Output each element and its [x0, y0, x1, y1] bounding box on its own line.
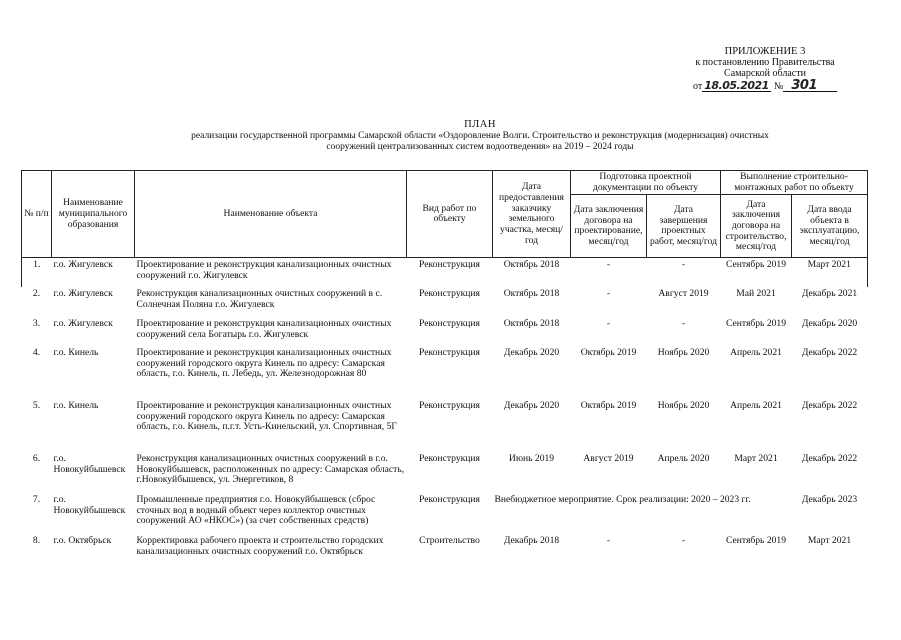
row-design-finish: Август 2019 [658, 287, 709, 299]
header-submit-date: Дата предоставления заказчику земельного участка, месяц/год [493, 171, 571, 258]
row-commission: Март 2021 [807, 534, 852, 546]
row-work-type: Реконструкция [419, 452, 480, 464]
row-design-finish: - [681, 534, 686, 546]
appendix-line-2: Самарской области [724, 68, 806, 79]
row-submit-date: Декабрь 2020 [503, 346, 560, 358]
row-work-type: Реконструкция [407, 258, 493, 287]
row-work-type: Строительство [419, 534, 480, 546]
plan-table [21, 170, 868, 575]
row-design-contract: - [606, 317, 611, 329]
row-object: Проектирование и реконструкция канализационных очистных сооружений городского округа Кинель по адресу: Самарская область, г.о. Кинель, п. Лебедь, ул. Железнодорожная 80 [136, 346, 392, 380]
document-title [100, 119, 860, 154]
row-num: 8. [32, 534, 41, 546]
row-object: Проектирование и реконструкция канализационных очистных сооружений села Богатырь г.о. Жигулевск [136, 317, 392, 340]
row-design-contract: - [606, 534, 611, 546]
table-row [22, 399, 868, 452]
row-design-finish: Ноябрь 2020 [657, 346, 710, 358]
row-design-finish: - [647, 258, 721, 287]
row-commission: Декабрь 2023 [801, 493, 858, 505]
plan-subtitle-line-2: сооружений централизованных систем водоотведения» на 2019 – 2024 годы [326, 142, 634, 152]
header-construction-contract: Дата заключения договора на строительство, месяц/год [721, 195, 792, 258]
appendix-title: ПРИЛОЖЕНИЕ 3 [724, 46, 806, 57]
number-prefix: № [773, 81, 784, 92]
row-construction-contract: Сентябрь 2019 [725, 317, 787, 329]
header-design-group: Подготовка проектной документации по объекту [571, 171, 721, 195]
header-construction-group: Выполнение строительно-монтажных работ по объекту [721, 171, 868, 195]
plan-subtitle-line-1: реализации государственной программы Самарской области «Оздоровление Волги. Строительство и реконструкция (модернизация) очистных [191, 130, 769, 141]
row-commission: Декабрь 2021 [801, 287, 858, 299]
header-object: Наименование объекта [135, 171, 407, 258]
table-row [22, 317, 868, 346]
row-submit-date: Июнь 2019 [508, 452, 555, 464]
appendix-line-1: к постановлению Правительства [695, 57, 835, 68]
row-num: 1. [22, 258, 52, 287]
header-design-finish: Дата завершения проектных работ, месяц/год [647, 195, 721, 258]
table-row [22, 534, 868, 575]
handwritten-date: 18.05.2021 [704, 79, 769, 92]
row-design-contract: Август 2019 [583, 452, 634, 464]
row-object: Корректировка рабочего проекта и строительство городских канализационных очистных сооружений г.о. Октябрьск [136, 534, 384, 557]
row-work-type: Реконструкция [419, 317, 480, 329]
from-prefix: от [692, 81, 703, 92]
row-submit-date: Октябрь 2018 [493, 258, 571, 287]
table-row [22, 493, 868, 534]
table-row [22, 346, 868, 399]
header-commission: Дата ввода объекта в эксплуатацию, месяц/год [792, 195, 868, 258]
row-submit-date: Октябрь 2018 [503, 287, 560, 299]
row-num: 7. [32, 493, 41, 505]
row-num: 2. [32, 287, 41, 299]
row-submit-date: Декабрь 2020 [503, 399, 560, 411]
header-work-type: Вид работ по объекту [407, 171, 493, 258]
row-construction-contract: Сентябрь 2019 [725, 534, 787, 546]
row-design-contract: Октябрь 2019 [580, 346, 637, 358]
row-construction-contract: Май 2021 [736, 287, 776, 299]
row-design-finish: - [681, 317, 686, 329]
header-num: № п/п [22, 171, 52, 258]
row-submit-date: Декабрь 2018 [503, 534, 560, 546]
row-municipality: г.о. Жигулевск [53, 317, 113, 329]
row-num: 6. [32, 452, 41, 464]
row-num: 3. [32, 317, 41, 329]
row-design-contract: Октябрь 2019 [580, 399, 637, 411]
row-municipality: г.о. Октябрьск [53, 534, 112, 546]
row-municipality: г.о. Новокуйбышевск [53, 452, 126, 475]
row-submit-date: Октябрь 2018 [503, 317, 560, 329]
row-design-finish: Ноябрь 2020 [657, 399, 710, 411]
table-row [22, 258, 868, 287]
row-design-contract: - [571, 258, 647, 287]
table-row [22, 287, 868, 317]
row-construction-contract: Апрель 2021 [730, 399, 782, 411]
row-construction-contract: Сентябрь 2019 [721, 258, 792, 287]
row-object: Промышленные предприятия г.о. Новокуйбышевск (сброс сточных вод в водный объект через коллектор очистных сооружений АО «НКОС») (за счет собственных средств) [136, 493, 376, 527]
row-work-type: Реконструкция [419, 493, 480, 505]
appendix-header [693, 46, 837, 92]
row-object: Проектирование и реконструкция канализационных очистных сооружений г.о. Жигулевск [135, 258, 407, 287]
table-row [22, 452, 868, 493]
appendix-date-number [693, 80, 837, 92]
row-num: 5. [32, 399, 41, 411]
row-construction-contract: Март 2021 [734, 452, 778, 464]
row-work-type: Реконструкция [419, 399, 480, 411]
row-commission: Декабрь 2022 [801, 399, 858, 411]
row-object: Проектирование и реконструкция канализационных очистных сооружений городского округа Кинель по адресу: Самарская область, г.о. Кинель, п.г.т. Усть-Кинельский, ул. Спортивная, 5Г [136, 399, 397, 433]
row-construction-contract: Апрель 2021 [730, 346, 782, 358]
row-note: Внебюджетное мероприятие. Срок реализации: 2020 – 2023 гг. [494, 493, 751, 505]
row-municipality: г.о. Жигулевск [53, 287, 113, 299]
row-work-type: Реконструкция [419, 287, 480, 299]
handwritten-number: 301 [783, 80, 837, 92]
row-municipality: г.о. Жигулевск [52, 258, 135, 287]
plan-heading: ПЛАН [464, 119, 496, 130]
row-work-type: Реконструкция [419, 346, 480, 358]
row-object: Реконструкция канализационных очистных сооружений в г.о. Новокуйбышевск, расположенных по адресу: Самарская область, г.Новокуйбышевск, ул. Энергетиков, 8 [136, 452, 405, 486]
header-municipality: Наименование муниципального образования [52, 171, 135, 258]
row-design-contract: - [606, 287, 611, 299]
row-commission: Декабрь 2022 [801, 452, 858, 464]
row-municipality: г.о. Кинель [53, 399, 99, 411]
row-object: Реконструкция канализационных очистных сооружений в с. Солнечная Поляна г.о. Жигулевск [136, 287, 383, 310]
row-commission: Декабрь 2020 [801, 317, 858, 329]
row-design-finish: Апрель 2020 [657, 452, 710, 464]
row-num: 4. [32, 346, 41, 358]
row-commission: Декабрь 2022 [801, 346, 858, 358]
row-commission: Март 2021 [792, 258, 868, 287]
header-design-contract: Дата заключения договора на проектирование, месяц/год [571, 195, 647, 258]
row-municipality: г.о. Кинель [53, 346, 99, 358]
row-municipality: г.о. Новокуйбышевск [53, 493, 126, 516]
